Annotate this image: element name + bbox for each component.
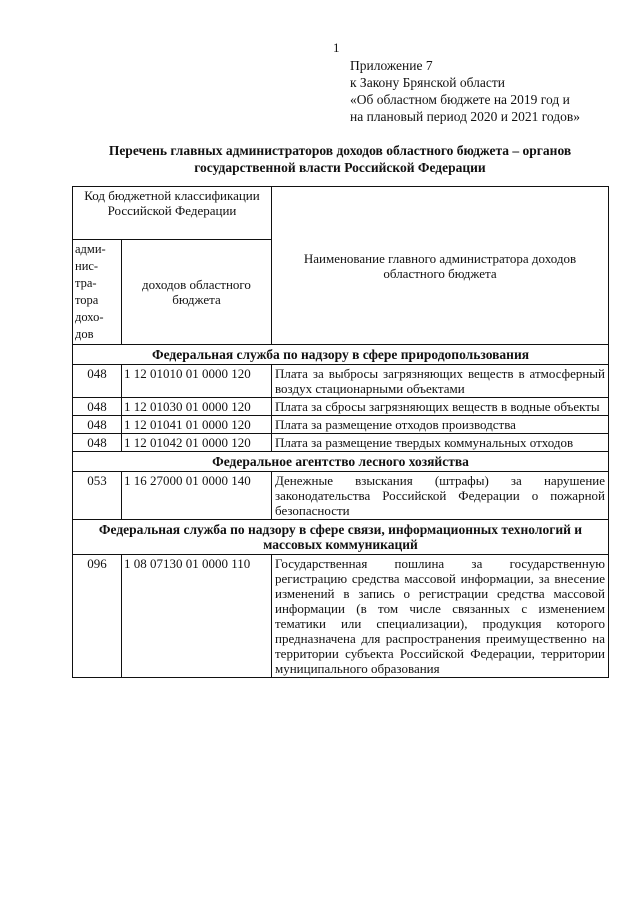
income-name-cell: Денежные взыскания (штрафы) за нарушение законодательства Российской Федерации о пожарной безопасности xyxy=(272,472,609,520)
table-row xyxy=(73,398,609,416)
table-row xyxy=(73,555,609,678)
table-row xyxy=(73,365,609,398)
section-title: Федеральная служба по надзору в сфере связи, информационных технологий и массовых коммуникаций xyxy=(73,520,609,555)
income-code-cell: 1 16 27000 01 0000 140 xyxy=(122,472,272,520)
income-name-cell: Плата за сбросы загрязняющих веществ в водные объекты xyxy=(272,398,609,416)
admin-code-cell: 048 xyxy=(73,434,122,452)
title-line: государственной власти Российской Федерации xyxy=(194,160,486,175)
income-code-cell: 1 08 07130 01 0000 110 xyxy=(122,555,272,678)
name-column-header: Наименование главного администратора доходов областного бюджета xyxy=(272,187,609,345)
page-number: 1 xyxy=(333,40,340,55)
section-header-row xyxy=(73,345,609,365)
appendix-block xyxy=(350,57,580,125)
document-title xyxy=(70,142,610,176)
income-name-cell: Плата за размещение твердых коммунальных отходов xyxy=(272,434,609,452)
income-code-cell: 1 12 01010 01 0000 120 xyxy=(122,365,272,398)
section-title: Федеральное агентство лесного хозяйства xyxy=(73,452,609,472)
income-code-cell: 1 12 01042 01 0000 120 xyxy=(122,434,272,452)
appendix-line: на плановый период 2020 и 2021 годов» xyxy=(350,109,581,124)
admin-code-cell: 048 xyxy=(73,365,122,398)
income-name-cell: Плата за размещение отходов производства xyxy=(272,416,609,434)
section-title: Федеральная служба по надзору в сфере природопользования xyxy=(73,345,609,365)
income-column-header: доходов областного бюджета xyxy=(122,240,272,345)
income-name-cell: Государственная пошлина за государственную регистрацию средства массовой информации, за внесение изменений в запись о регистрации средства массовой информации (в том числе связанных с изменением тематики или специализации), продукция которого предназначена для распространения преимущественно на территории субъекта Российской Федерации, территории муниципального образования xyxy=(272,555,609,678)
section-header-row xyxy=(73,520,609,555)
appendix-line: к Закону Брянской области xyxy=(350,75,505,90)
table-header-row xyxy=(73,187,609,240)
admin-code-cell: 048 xyxy=(73,398,122,416)
title-line: Перечень главных администраторов доходов областного бюджета – органов xyxy=(108,143,572,158)
code-group-header: Код бюджетной классификации Российской Федерации xyxy=(73,187,272,240)
table-row xyxy=(73,472,609,520)
admin-code-cell: 096 xyxy=(73,555,122,678)
income-name-cell: Плата за выбросы загрязняющих веществ в атмосферный воздух стационарными объектами xyxy=(272,365,609,398)
admin-code-cell: 053 xyxy=(73,472,122,520)
income-code-cell: 1 12 01030 01 0000 120 xyxy=(122,398,272,416)
appendix-line: «Об областном бюджете на 2019 год и xyxy=(350,92,570,107)
appendix-line: Приложение 7 xyxy=(350,58,433,73)
table-row xyxy=(73,416,609,434)
administrators-table xyxy=(72,186,609,678)
table-row xyxy=(73,434,609,452)
income-code-cell: 1 12 01041 01 0000 120 xyxy=(122,416,272,434)
admin-column-header: адми-нис-тра-тора дохо-дов xyxy=(73,240,122,345)
section-header-row xyxy=(73,452,609,472)
admin-code-cell: 048 xyxy=(73,416,122,434)
